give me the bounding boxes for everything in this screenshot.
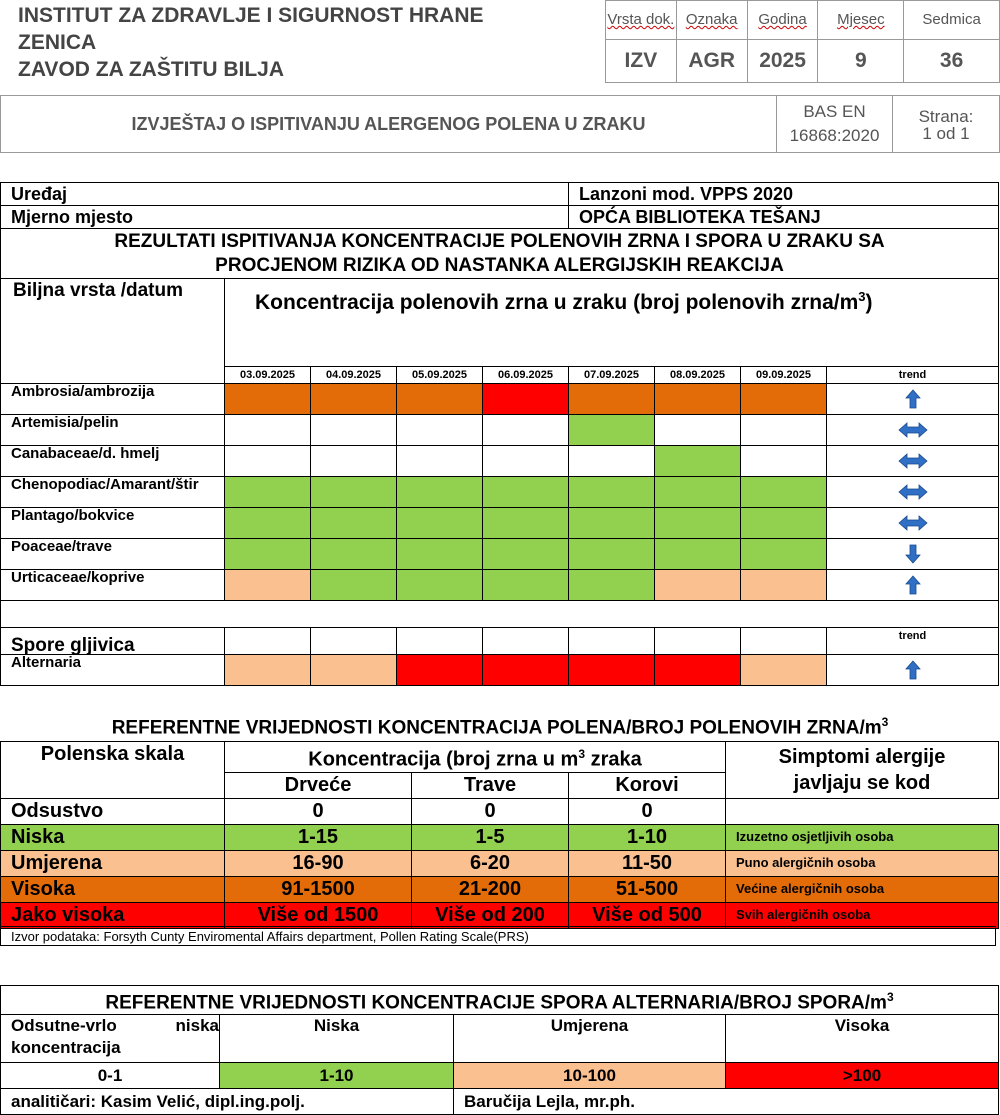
reference-grass: 1-5: [412, 824, 569, 850]
code-value-year: 2025: [747, 40, 818, 83]
level-cell-moderate: [655, 570, 741, 601]
level-cell-none: [741, 415, 827, 446]
level-cell-low: [569, 415, 655, 446]
date-header: 05.09.2025: [397, 367, 483, 384]
reference-weeds: Više od 500: [569, 902, 726, 928]
trend-cell: [827, 384, 999, 415]
table-row: [1, 384, 999, 415]
level-cell-high: [741, 384, 827, 415]
reference-level: Visoka: [1, 876, 225, 902]
level-cell-low: [655, 446, 741, 477]
date-header: 07.09.2025: [569, 367, 655, 384]
reference-trees: 0: [225, 798, 412, 824]
code-label-mark: Oznaka: [676, 1, 747, 40]
trend-cell: [827, 477, 999, 508]
level-cell-high: [569, 384, 655, 415]
reference-grass: Više od 200: [412, 902, 569, 928]
reference-grass: 0: [412, 798, 569, 824]
results-title: REZULTATI ISPITIVANJA KONCENTRACIJE POLENOVIH ZRNA I SPORA U ZRAKU SA PROCJENOM RIZIKA OD NASTANKA ALERGIJSKIH REAKCIJA: [1, 229, 999, 279]
level-cell-low: [483, 570, 569, 601]
level-cell-low: [311, 508, 397, 539]
reference-grass: 6-20: [412, 850, 569, 876]
date-header: 04.09.2025: [311, 367, 397, 384]
code-value-mark: AGR: [676, 40, 747, 83]
level-cell-low: [569, 508, 655, 539]
level-cell-low: [397, 539, 483, 570]
col-weeds: Korovi: [569, 772, 726, 798]
reference-row: [1, 824, 999, 850]
institute-name: INSTITUT ZA ZDRAVLJE I SIGURNOST HRANE ZENICA ZAVOD ZA ZAŠTITU BILJA: [18, 4, 484, 81]
code-label-doc-type: Vrsta dok.: [606, 1, 677, 40]
location-label: Mjerno mjesto: [1, 206, 569, 229]
level-cell-very_high: [655, 655, 741, 686]
reference-level: Umjerena: [1, 850, 225, 876]
level-cell-low: [311, 570, 397, 601]
date-header: 03.09.2025: [225, 367, 311, 384]
reference-level: Odsustvo: [1, 798, 225, 824]
spore-value-low: 1-10: [220, 1063, 454, 1089]
level-cell-very_high: [483, 384, 569, 415]
reference-symptoms: Svih alergičnih osoba: [726, 902, 999, 928]
level-cell-none: [225, 446, 311, 477]
level-cell-moderate: [225, 655, 311, 686]
table-row: [1, 655, 999, 686]
level-cell-none: [741, 446, 827, 477]
trend-cell: [827, 508, 999, 539]
spores-header: Spore gljivica: [1, 628, 225, 655]
data-source: Izvor podataka: Forsyth Cunty Enviromental Affairs department, Pollen Rating Scale(PRS): [0, 926, 996, 946]
symptoms-header: Simptomi alergije javljaju se kod: [726, 742, 999, 799]
spore-col-low: Niska: [220, 1015, 454, 1063]
level-cell-low: [397, 570, 483, 601]
species-name: Chenopodiac/Amarant/štir: [1, 477, 225, 508]
level-cell-low: [569, 570, 655, 601]
level-cell-low: [655, 539, 741, 570]
species-name: Poaceae/trave: [1, 539, 225, 570]
date-header: 09.09.2025: [741, 367, 827, 384]
trend-cell: [827, 539, 999, 570]
level-cell-low: [483, 477, 569, 508]
spacer-row: [1, 601, 999, 628]
pollen-rows: [1, 384, 999, 601]
level-cell-low: [225, 539, 311, 570]
date-header: 06.09.2025: [483, 367, 569, 384]
reference-row: [1, 850, 999, 876]
spore-value-absent: 0-1: [1, 1063, 220, 1089]
trend-header: trend: [827, 628, 999, 655]
trend-cell: [827, 446, 999, 477]
pollen-results-table: [0, 182, 999, 686]
analyst-1: analitičari: Kasim Velić, dipl.ing.polj.: [1, 1089, 454, 1115]
species-name: Ambrosia/ambrozija: [1, 384, 225, 415]
level-cell-none: [225, 415, 311, 446]
species-name: Artemisia/pelin: [1, 415, 225, 446]
level-cell-none: [483, 415, 569, 446]
level-cell-none: [655, 415, 741, 446]
level-cell-low: [569, 539, 655, 570]
reference-level: Niska: [1, 824, 225, 850]
device-label: Uređaj: [1, 183, 569, 206]
level-cell-none: [311, 415, 397, 446]
reference-trees: Više od 1500: [225, 902, 412, 928]
level-cell-high: [397, 384, 483, 415]
document-header: [0, 0, 1000, 95]
concentration-header: Koncentracija polenovih zrna u zraku (broj polenovih zrna/$m^3$): [225, 279, 999, 367]
code-value-month: 9: [818, 40, 904, 83]
reference-row: [1, 902, 999, 928]
date-header: 08.09.2025: [655, 367, 741, 384]
up-arrow-icon: [905, 575, 921, 595]
level-cell-none: [397, 446, 483, 477]
level-cell-low: [311, 539, 397, 570]
code-value-week: 36: [904, 40, 1000, 83]
level-cell-high: [225, 384, 311, 415]
trend-cell: [827, 655, 999, 686]
species-name: Urticaceae/koprive: [1, 570, 225, 601]
reference-row: [1, 798, 999, 824]
scale-header: Polenska skala: [1, 742, 225, 799]
empty-cell: [569, 628, 655, 655]
concentration-ref-header: Koncentracija (broj zrna u $m^3$ zraka: [225, 742, 726, 773]
level-cell-none: [483, 446, 569, 477]
up-arrow-icon: [905, 660, 921, 680]
level-cell-low: [483, 539, 569, 570]
page-number: Strana: 1 od 1: [893, 96, 1000, 153]
reference-symptoms: Puno alergičnih osoba: [726, 850, 999, 876]
level-cell-low: [397, 508, 483, 539]
level-cell-low: [741, 477, 827, 508]
level-cell-moderate: [311, 655, 397, 686]
level-cell-low: [569, 477, 655, 508]
left-right-arrow-icon: [898, 422, 928, 438]
report-title-table: [0, 95, 1000, 153]
species-name: Alternaria: [1, 655, 225, 686]
standard: BAS EN 16868:2020: [777, 96, 893, 153]
spore-rows: [1, 655, 999, 686]
empty-cell: [741, 628, 827, 655]
empty-cell: [655, 628, 741, 655]
level-cell-low: [655, 508, 741, 539]
species-header: Biljna vrsta /datum: [1, 279, 225, 384]
location-value: OPĆA BIBLIOTEKA TEŠANJ: [569, 206, 999, 229]
analyst-2: Baručija Lejla, mr.ph.: [454, 1089, 999, 1115]
empty-cell: [483, 628, 569, 655]
table-row: [1, 415, 999, 446]
left-right-arrow-icon: [898, 515, 928, 531]
empty-cell: [225, 628, 311, 655]
level-cell-low: [397, 477, 483, 508]
code-label-year: Godina: [747, 1, 818, 40]
trend-header: trend: [827, 367, 999, 384]
level-cell-low: [225, 508, 311, 539]
level-cell-moderate: [741, 655, 827, 686]
spore-col-high: Visoka: [726, 1015, 999, 1063]
reference-row: [1, 876, 999, 902]
table-row: [1, 508, 999, 539]
table-row: [1, 570, 999, 601]
level-cell-high: [311, 384, 397, 415]
level-cell-none: [397, 415, 483, 446]
left-right-arrow-icon: [898, 484, 928, 500]
spore-value-moderate: 10-100: [454, 1063, 726, 1089]
empty-cell: [311, 628, 397, 655]
level-cell-moderate: [225, 570, 311, 601]
trend-cell: [827, 415, 999, 446]
level-cell-moderate: [741, 570, 827, 601]
reference-weeds: 0: [569, 798, 726, 824]
reference-rows: [1, 798, 999, 928]
spore-col-absent: Odsutne-vrlo niska koncentracija: [1, 1015, 220, 1063]
spore-value-high: >100: [726, 1063, 999, 1089]
col-grass: Trave: [412, 772, 569, 798]
level-cell-high: [655, 384, 741, 415]
left-right-arrow-icon: [898, 453, 928, 469]
level-cell-none: [569, 446, 655, 477]
level-cell-very_high: [483, 655, 569, 686]
code-label-month: Mjesec: [818, 1, 904, 40]
level-cell-low: [311, 477, 397, 508]
spore-header-row: [1, 628, 999, 655]
level-cell-low: [655, 477, 741, 508]
reference-level: Jako visoka: [1, 902, 225, 928]
spore-col-moderate: Umjerena: [454, 1015, 726, 1063]
reference-weeds: 11-50: [569, 850, 726, 876]
reference-symptoms: Izuzetno osjetljivih osoba: [726, 824, 999, 850]
level-cell-low: [741, 539, 827, 570]
code-label-week: Sedmica: [904, 1, 1000, 40]
table-row: [1, 539, 999, 570]
col-trees: Drveće: [225, 772, 412, 798]
reference-weeds: 51-500: [569, 876, 726, 902]
level-cell-very_high: [569, 655, 655, 686]
reference-symptoms: Većine alergičnih osoba: [726, 876, 999, 902]
species-name: Plantago/bokvice: [1, 508, 225, 539]
pollen-reference-table: [0, 741, 999, 929]
table-row: [1, 446, 999, 477]
level-cell-low: [225, 477, 311, 508]
report-title: IZVJEŠTAJ O ISPITIVANJU ALERGENOG POLENA U ZRAKU: [1, 96, 777, 153]
spore-reference-title: REFERENTNE VRIJEDNOSTI KONCENTRACIJE SPORA ALTERNARIA/BROJ SPORA/$m^3$: [1, 986, 999, 1015]
reference-grass: 21-200: [412, 876, 569, 902]
code-value-doc-type: IZV: [606, 40, 677, 83]
reference-title: REFERENTNE VRIJEDNOSTI KONCENTRACIJA POLENA/BROJ POLENOVIH ZRNA/$m^3$: [111, 715, 889, 739]
reference-trees: 1-15: [225, 824, 412, 850]
species-name: Canabaceae/d. hmelj: [1, 446, 225, 477]
trend-cell: [827, 570, 999, 601]
down-arrow-icon: [905, 544, 921, 564]
level-cell-none: [311, 446, 397, 477]
device-value: Lanzoni mod. VPPS 2020: [569, 183, 999, 206]
reference-trees: 91-1500: [225, 876, 412, 902]
reference-trees: 16-90: [225, 850, 412, 876]
level-cell-low: [741, 508, 827, 539]
table-row: [1, 477, 999, 508]
spore-reference-table: [0, 985, 999, 1115]
document-codes-table: [605, 0, 1000, 83]
empty-cell: [397, 628, 483, 655]
up-arrow-icon: [905, 389, 921, 409]
level-cell-low: [483, 508, 569, 539]
level-cell-very_high: [397, 655, 483, 686]
reference-weeds: 1-10: [569, 824, 726, 850]
